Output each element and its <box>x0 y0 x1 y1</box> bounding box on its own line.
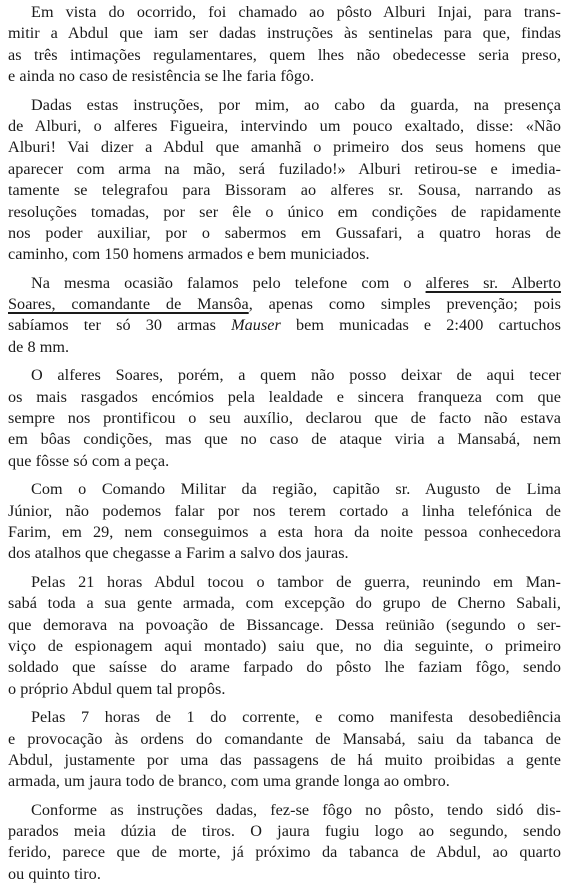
text-line: Com o Comando Militar da região, capitão sr. Augusto de Lima <box>31 480 561 499</box>
text-line: em bôas condições, mas que no caso de ataque viria a Mansabá, nem <box>8 430 561 449</box>
text-line: Júnior, não podemos falar por nos terem cortado a linha telefónica de <box>8 501 561 520</box>
paragraph <box>0 479 567 565</box>
text-line: tamente se telegrafou para Bissoram ao alferes sr. Sousa, narrando as <box>8 181 561 200</box>
text-line: que fôsse só com a peça. <box>8 451 170 470</box>
text-line: Pelas 21 horas Abdul tocou o tambor de guerra, reunindo em Man- <box>31 572 561 591</box>
text-line: Abdul, justamente por uma das passagens de há muito proibidas a gente <box>8 750 561 769</box>
text-line: de Alburi, o alferes Figueira, intervindo um pouco exaltado, disse: «Não <box>8 116 561 135</box>
text-line: o próprio Abdul quem tal propôs. <box>8 679 226 698</box>
text-line: caminho, com 150 homens armados e bem municiados. <box>8 245 370 264</box>
text-line: ferido, parece que de morte, já próximo da tabanca de Abdul, ao quarto <box>8 843 561 862</box>
italic-word: Mauser <box>231 316 281 335</box>
paragraph <box>0 572 567 700</box>
text-line: de 8 mm. <box>8 337 70 356</box>
text-line: mitir a Abdul que iam ser dadas instruções às sentinelas para que, findas <box>8 24 561 43</box>
text-line: sempre nos prontificou o seu auxílio, declarou que de facto não estava <box>8 409 561 428</box>
text-line: que demorava na povoação de Bissancage. Dessa reünião (segundo o ser- <box>8 615 561 634</box>
text-line: sabíamos ter só 30 armas Mauser bem municadas e 2:400 cartuchos <box>8 316 561 335</box>
text-line: e ainda no caso de resistência se lhe faria fôgo. <box>8 67 315 86</box>
text-line: dos atalhos que chegasse a Farim a salvo dos jauras. <box>8 544 349 563</box>
paragraph <box>0 707 567 793</box>
text-line: Soares, comandante de Mansôa, apenas como simples prevenção; pois <box>8 295 561 314</box>
underlined-phrase: Soares, comandante de Mansôa <box>8 295 249 314</box>
text-line: viço de espionagem aqui montado) saiu que, no dia seguinte, o primeiro <box>8 636 561 655</box>
text-line: armada, um jaura todo de branco, com uma grande longa ao ombro. <box>8 772 450 791</box>
paragraph <box>0 2 567 88</box>
paragraph <box>0 365 567 472</box>
text-line: ou quinto tiro. <box>8 864 101 883</box>
text-line: resoluções tomadas, por ser êle o único em condições de rapidamente <box>8 202 561 221</box>
text-line: Farim, em 29, nem conseguimos a esta hora da noite pessoa conhecedora <box>8 522 561 541</box>
text-line: e provocação às ordens do comandante de Mansabá, saiu da tabanca de <box>8 729 561 748</box>
text-line: os mais rasgados encómios pela lealdade e sincera franqueza com que <box>8 387 561 406</box>
text-line: soldado que saísse do arame farpado do pôsto lhe faziam fôgo, sendo <box>8 658 561 677</box>
underlined-phrase: alferes sr. Alberto <box>425 273 562 292</box>
text-line: Na mesma ocasião falamos pelo telefone com o alferes sr. Alberto <box>31 273 562 292</box>
text-line: nos poder auxiliar, por o sabermos em Gussafari, a quatro horas de <box>8 223 561 242</box>
text-line: Em vista do ocorrido, foi chamado ao pôsto Alburi Injai, para trans- <box>31 3 561 21</box>
text-line: aparecer com arma na mão, será fuzilado!» Alburi retirou-se e imedia- <box>8 159 561 178</box>
text-line: parados meia dúzia de tiros. O jaura fugiu logo ao segundo, sendo <box>8 822 561 841</box>
text-line: as três intimações regulamentares, quem lhes não obedecesse seria preso, <box>8 45 561 64</box>
text-line: Dadas estas instruções, por mim, ao cabo da guarda, na presença <box>31 95 561 114</box>
text-line: sabá toda a sua gente armada, com excepção do grupo de Cherno Sabali, <box>8 594 561 613</box>
paragraph <box>0 800 567 885</box>
text-line: Conforme as instruções dadas, fez-se fôgo no pôsto, tendo sidó dis- <box>31 800 561 819</box>
paragraph <box>0 95 567 266</box>
text-line: Alburi! Vai dizer a Abdul que amanhã o primeiro dos seus homens que <box>8 138 561 157</box>
text-line: Pelas 7 horas de 1 do corrente, e como manifesta desobediência <box>31 708 561 727</box>
paragraph <box>0 273 567 359</box>
text-line: O alferes Soares, porém, a quem não posso deixar de aqui tecer <box>31 366 561 385</box>
